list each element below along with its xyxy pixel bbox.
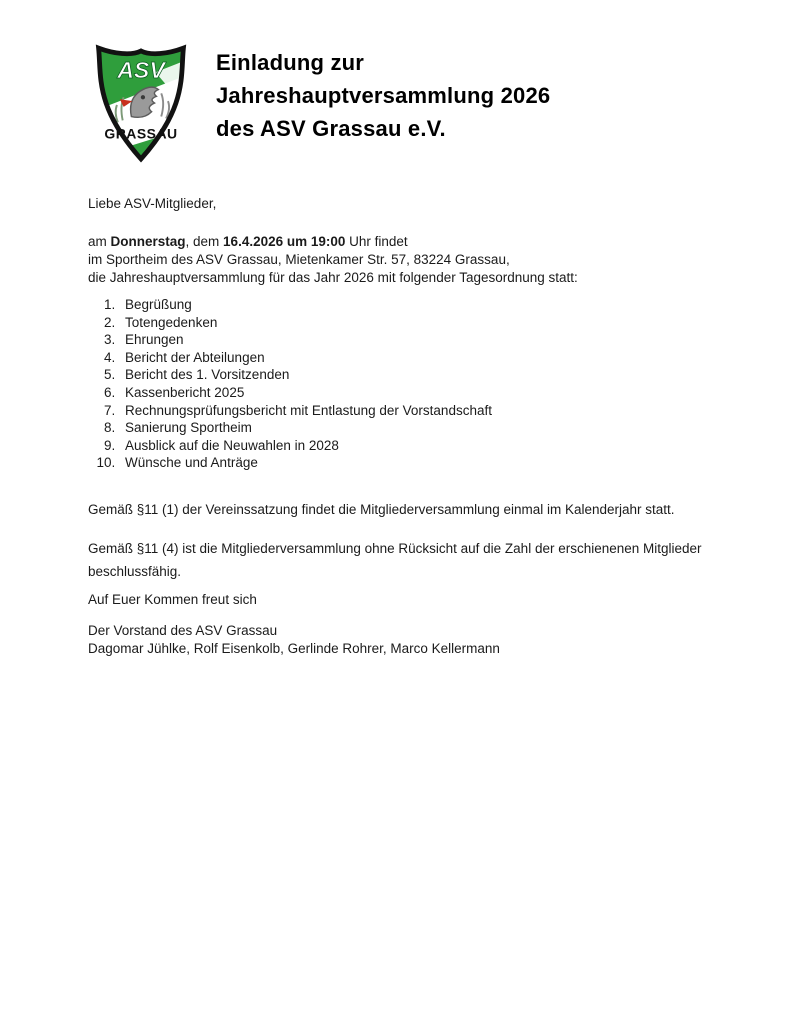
agenda-item: 3. Ehrungen (119, 331, 754, 349)
agenda-list (88, 296, 754, 472)
closing-line: Auf Euer Kommen freut sich (88, 591, 257, 607)
salutation: Liebe ASV-Mitglieder, (88, 196, 217, 211)
agenda-item: 4. Bericht der Abteilungen (119, 349, 754, 367)
text-run: , dem (185, 234, 224, 249)
statute-clause-2: Gemäß §11 (4) ist die Mitgliederversammlung ohne Rücksicht auf die Zahl der erschienenen Mitglieder beschlussfähig. (88, 540, 702, 579)
agenda-item: 7. Rechnungsprüfungsbericht mit Entlastung der Vorstandschaft (119, 402, 754, 420)
intro-line-3: die Jahreshauptversammlung für das Jahr 2026 mit folgender Tagesordnung statt: (88, 270, 578, 285)
agenda-item: 2. Totengedenken (119, 314, 754, 332)
intro-paragraph (88, 233, 754, 287)
title-line-2: Jahreshauptversammlung 2026 (216, 83, 551, 108)
title-line-1: Einladung zur (216, 50, 365, 75)
text-run: Uhr findet (345, 234, 408, 249)
crest-top-text: ASV (117, 56, 165, 83)
shield-crest-icon (88, 42, 194, 166)
intro-line-1 (88, 233, 754, 251)
letter-body (88, 195, 754, 658)
crest-bottom-text: GRASSAU (104, 125, 178, 142)
agenda-item: 5. Bericht des 1. Vorsitzenden (119, 366, 754, 384)
document-header (88, 42, 550, 166)
asv-grassau-crest-logo (88, 42, 194, 166)
bold-text-run: Donnerstag (110, 234, 186, 249)
agenda-item: 6. Kassenbericht 2025 (119, 384, 754, 402)
signature-line-1: Der Vorstand des ASV Grassau (88, 622, 278, 638)
signature-block (88, 622, 754, 658)
agenda-item: 10. Wünsche und Anträge (119, 454, 754, 472)
signature-line-2: Dagomar Jühlke, Rolf Eisenkolb, Gerlinde Rohrer, Marco Kellermann (88, 640, 500, 656)
page-title (216, 46, 550, 145)
agenda-item: 9. Ausblick auf die Neuwahlen in 2028 (119, 437, 754, 455)
intro-line-2: im Sportheim des ASV Grassau, Mietenkamer Str. 57, 83224 Grassau, (88, 252, 510, 267)
title-line-3: des ASV Grassau e.V. (216, 116, 446, 141)
text-run: am (88, 234, 111, 249)
agenda-item: 8. Sanierung Sportheim (119, 419, 754, 437)
agenda-item: 1. Begrüßung (119, 296, 754, 314)
bold-text-run: 16.4.2026 um 19:00 (223, 234, 346, 249)
statute-clause-1: Gemäß §11 (1) der Vereinssatzung findet die Mitgliederversammlung einmal im Kalenderjahr statt. (88, 501, 675, 517)
